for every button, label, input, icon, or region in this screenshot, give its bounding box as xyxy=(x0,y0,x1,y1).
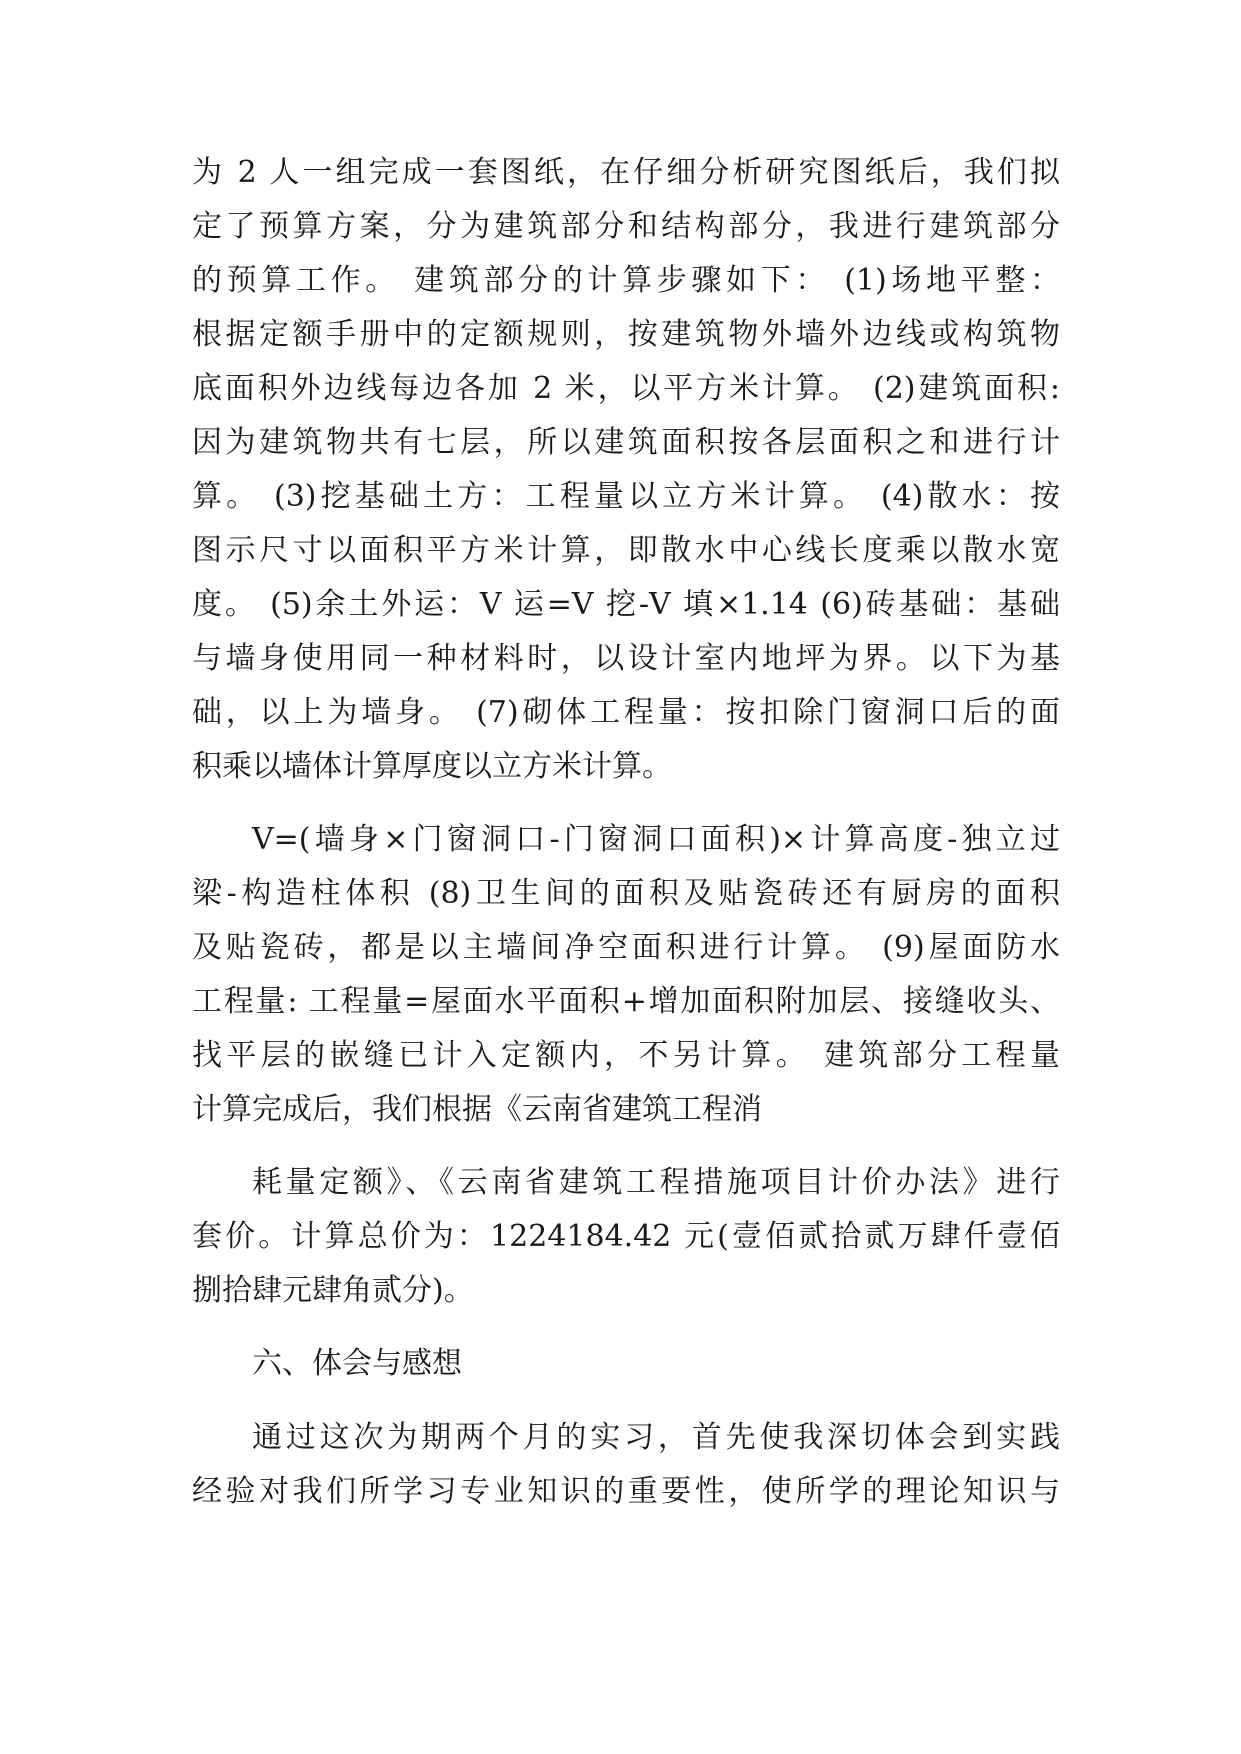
body-text-line: 套价。计算总价为：1224184.42 元(壹佰贰拾贰万肆仟壹佰 xyxy=(192,1219,1060,1254)
body-text-line: 耗量定额》、《云南省建筑工程措施项目计价办法》进行 xyxy=(252,1165,1060,1200)
section-heading: 六、体会与感想 xyxy=(252,1346,462,1381)
body-text-line: 计算完成后，我们根据《云南省建筑工程消 xyxy=(192,1092,762,1127)
body-text-line: 经验对我们所学习专业知识的重要性，使所学的理论知识与 xyxy=(192,1474,1060,1509)
body-text-line: 础，以上为墙身。 (7)砌体工程量：按扣除门窗洞口后的面 xyxy=(192,695,1060,730)
body-text-line: 梁-构造柱体积 (8)卫生间的面积及贴瓷砖还有厨房的面积 xyxy=(192,876,1060,911)
body-text-line: 找平层的嵌缝已计入定额内，不另计算。 建筑部分工程量 xyxy=(192,1038,1060,1073)
body-text-line: 的预算工作。 建筑部分的计算步骤如下： (1)场地平整： xyxy=(192,263,1060,298)
body-text-line: 与墙身使用同一种材料时，以设计室内地坪为界。以下为基 xyxy=(192,641,1060,676)
body-text-line: 及贴瓷砖，都是以主墙间净空面积进行计算。 (9)屋面防水 xyxy=(192,930,1060,965)
body-text-line: 通过这次为期两个月的实习，首先使我深切体会到实践 xyxy=(252,1420,1060,1455)
body-text-line: 积乘以墙体计算厚度以立方米计算。 xyxy=(192,749,672,784)
body-text-line: 捌拾肆元肆角贰分)。 xyxy=(192,1273,474,1308)
body-text-line: V=(墙身×门窗洞口-门窗洞口面积)×计算高度-独立过 xyxy=(252,822,1060,857)
body-text-line: 底面积外边线每边各加 2 米，以平方米计算。 (2)建筑面积: xyxy=(192,371,1060,406)
body-text-line: 因为建筑物共有七层，所以建筑面积按各层面积之和进行计 xyxy=(192,425,1060,460)
body-text-line: 为 2 人一组完成一套图纸，在仔细分析研究图纸后，我们拟 xyxy=(192,155,1060,190)
body-text-line: 根据定额手册中的定额规则，按建筑物外墙外边线或构筑物 xyxy=(192,317,1060,352)
body-text-line: 算。 (3)挖基础土方：工程量以立方米计算。 (4)散水：按 xyxy=(192,479,1060,514)
body-text-line: 图示尺寸以面积平方米计算，即散水中心线长度乘以散水宽 xyxy=(192,533,1060,568)
body-text-line: 工程量: 工程量=屋面水平面积+增加面积附加层、接缝收头、 xyxy=(192,984,1060,1019)
body-text-line: 定了预算方案，分为建筑部分和结构部分，我进行建筑部分 xyxy=(192,209,1060,244)
body-text-line: 度。 (5)余土外运：V 运=V 挖-V 填×1.14 (6)砖基础：基础 xyxy=(192,587,1060,622)
